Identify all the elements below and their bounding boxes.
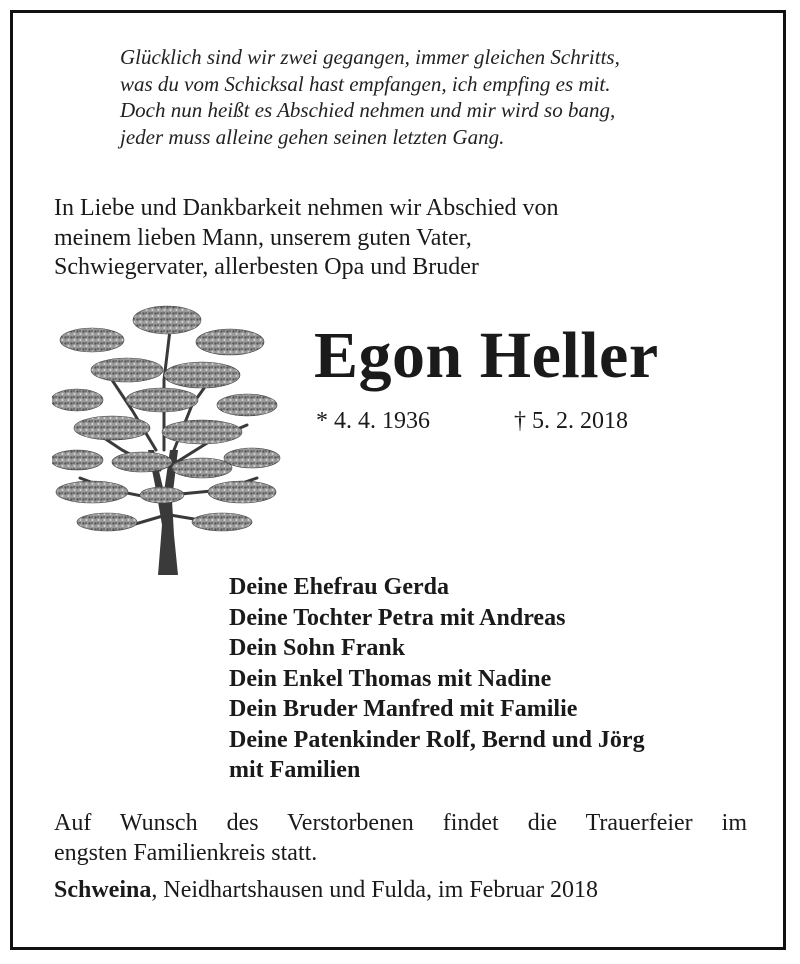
intro-line: meinem lieben Mann, unserem guten Vater, (54, 224, 472, 251)
death-date: † 5. 2. 2018 (514, 408, 628, 434)
tree-icon (52, 300, 282, 575)
mourner-line: Deine Patenkinder Rolf, Bernd und Jörg (229, 726, 645, 753)
poem-line: was du vom Schicksal hast empfangen, ich empfing es mit. (120, 71, 611, 96)
mourners-list (229, 572, 769, 786)
mourner-line: Dein Sohn Frank (229, 635, 406, 661)
notice-line: Auf Wunsch des Verstorbenen findet die Trauerfeier im (54, 810, 747, 836)
poem-line: Glücklich sind wir zwei gegangen, immer gleichen Schritts, (120, 45, 620, 69)
intro-text (54, 194, 754, 283)
places-date (54, 875, 598, 905)
mourner-line: Dein Bruder Manfred mit Familie (229, 696, 578, 722)
deceased-name: Egon Heller (314, 319, 659, 392)
poem (120, 44, 760, 150)
mourner-line: Dein Enkel Thomas mit Nadine (229, 665, 552, 692)
poem-line: jeder muss alleine gehen seinen letzten Gang. (120, 124, 505, 149)
mourner-line: Deine Tochter Petra mit Andreas (229, 604, 566, 631)
poem-line: Doch nun heißt es Abschied nehmen und mir wird so bang, (120, 98, 616, 122)
mourner-line: Deine Ehefrau Gerda (229, 574, 449, 600)
funeral-notice (54, 808, 747, 868)
places-rest: , Neidhartshausen und Fulda, im Februar 2018 (151, 877, 598, 903)
mourner-line: mit Familien (229, 757, 361, 783)
notice-line: engsten Familienkreis statt. (54, 840, 318, 866)
intro-line: Schwiegervater, allerbesten Opa und Bruder (54, 254, 479, 280)
town-name: Schweina (54, 877, 152, 903)
intro-line: In Liebe und Dankbarkeit nehmen wir Abschied von (54, 195, 559, 221)
birth-date: * 4. 4. 1936 (316, 408, 430, 434)
